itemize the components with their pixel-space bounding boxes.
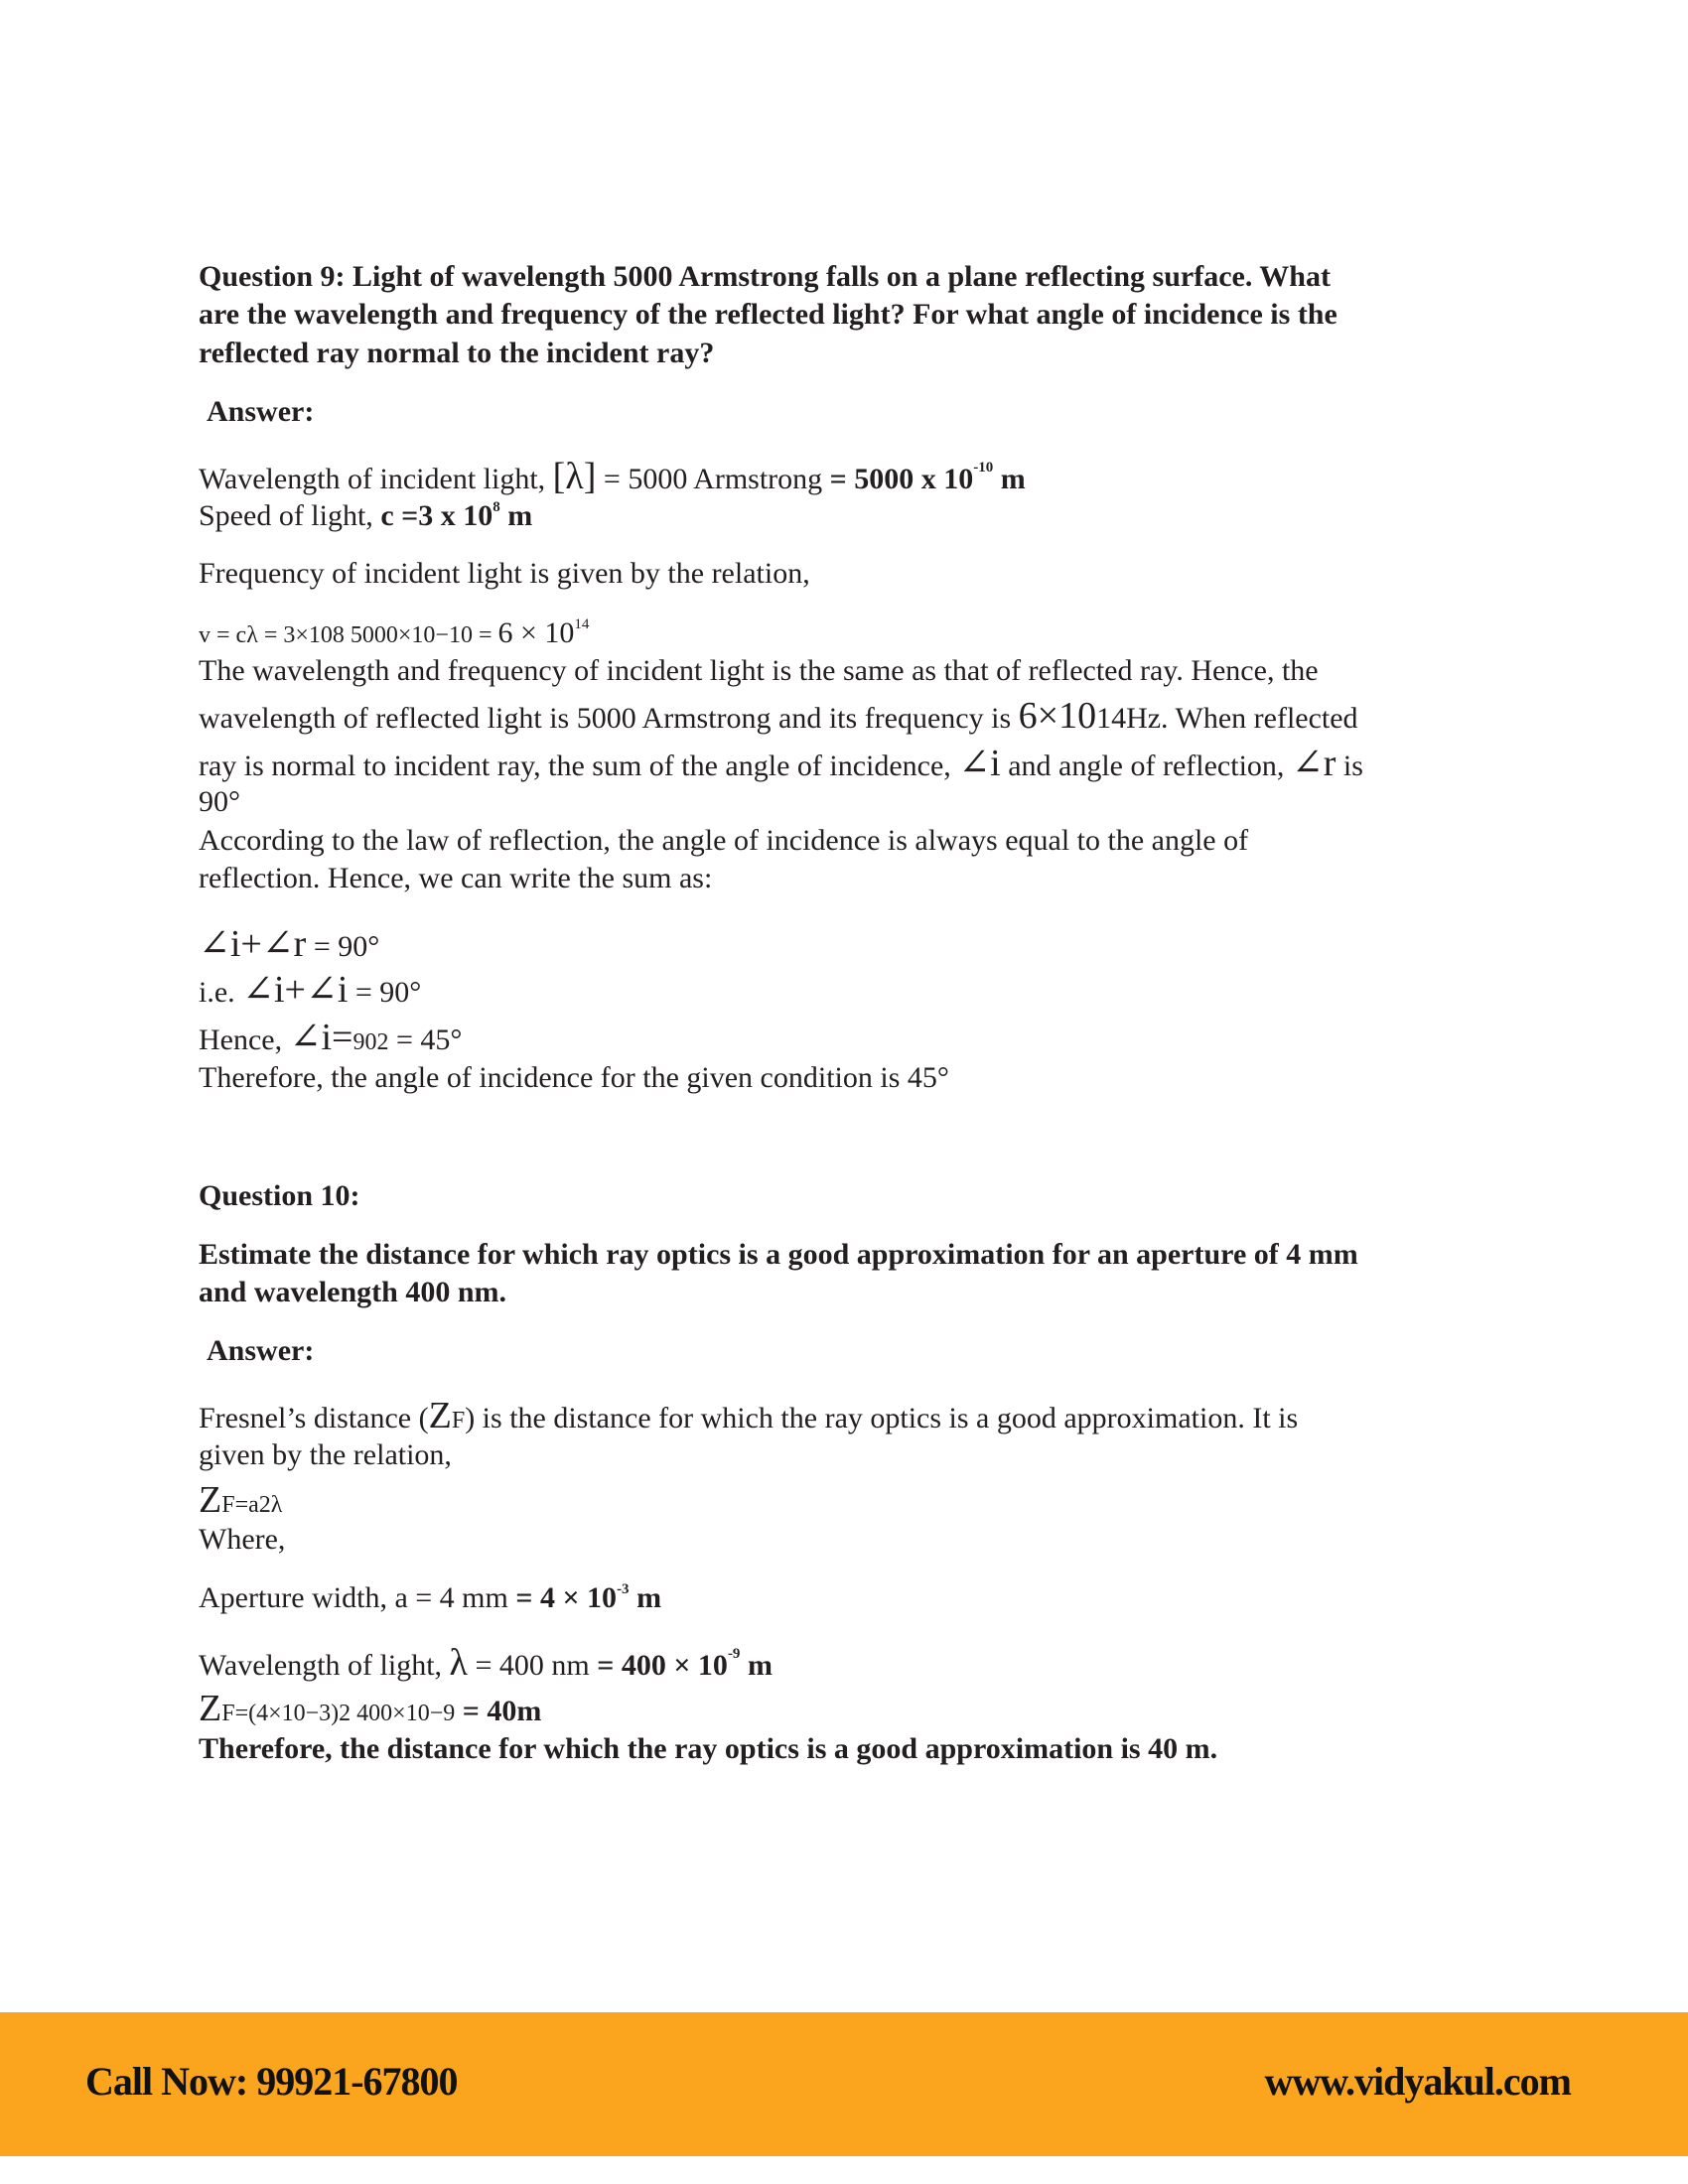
text: i.e. — [199, 976, 243, 1009]
q10-calculation — [199, 1690, 541, 1732]
exponent: -3 — [617, 1581, 630, 1597]
q10-conclusion: Therefore, the distance for which the ray optics is a good approximation is 40 m. — [199, 1732, 1218, 1765]
website-link[interactable]: www.vidyakul.com — [1264, 2059, 1571, 2104]
text: Aperture width, a = 4 mm — [199, 1581, 516, 1614]
q9-wavelength-line — [199, 458, 1026, 498]
q9-eq3 — [199, 1019, 462, 1061]
text: = 400 nm — [467, 1649, 598, 1682]
text: m — [499, 499, 533, 532]
text: = 40m — [455, 1695, 542, 1727]
text: Z — [199, 1688, 222, 1729]
q9-frequency-intro: Frequency of incident light is given by the relation, — [199, 557, 810, 590]
q9-para1-line: 90° — [199, 785, 240, 818]
text: = 45° — [388, 1024, 463, 1056]
text: Z — [199, 1479, 222, 1521]
text: m — [740, 1649, 773, 1682]
q9-answer-label: Answer: — [207, 395, 315, 428]
text: = 90° — [348, 976, 422, 1009]
q9-para2-line: According to the law of reflection, the angle of incidence is always equal to the angle of — [199, 824, 1249, 857]
angle-symbol: ∠i — [958, 743, 1001, 784]
text: = 5000 Armstrong — [596, 463, 830, 495]
text: Fresnel’s distance ( — [199, 1402, 429, 1434]
text: c =3 x 10 — [380, 499, 493, 532]
text: = 90° — [306, 930, 380, 963]
text: wavelength of reflected light is 5000 Armstrong and its frequency is — [199, 702, 1019, 735]
q10-fresnel-line — [199, 1397, 1298, 1439]
q9-para1-line — [199, 745, 1363, 785]
q9-title-line: are the wavelength and frequency of the reflected light? For what angle of incidence is the — [199, 298, 1337, 331]
text: ∠i= — [289, 1017, 353, 1058]
q10-where: Where, — [199, 1523, 286, 1556]
q9-frequency-equation — [199, 614, 589, 654]
angle-symbol: ∠r — [1291, 743, 1336, 784]
text: a2λ — [248, 1492, 283, 1518]
exponent: -10 — [973, 460, 994, 476]
text: ray is normal to incident ray, the sum of the angle of incidence, — [199, 750, 959, 782]
q10-question-line: and wavelength 400 nm. — [199, 1276, 507, 1308]
q10-title: Question 10: — [199, 1179, 360, 1212]
q10-question-line: Estimate the distance for which ray optics is a good approximation for an aperture of 4 mm — [199, 1238, 1358, 1271]
lambda-symbol: λ — [449, 1642, 468, 1684]
text: (4×10−3)2 400×10−9 — [248, 1701, 456, 1726]
exponent: 8 — [492, 499, 500, 515]
q9-title-line: Question 9: Light of wavelength 5000 Armstrong falls on a plane reflecting surface. What — [199, 260, 1331, 293]
text: is — [1336, 750, 1363, 782]
footer-banner — [0, 2012, 1688, 2156]
text: = 400 × 10 — [597, 1649, 728, 1682]
text: F= — [221, 1492, 249, 1518]
q9-eq1 — [199, 925, 379, 966]
q10-answer-label: Answer: — [207, 1334, 315, 1367]
exponent: -9 — [727, 1646, 741, 1662]
q9-conclusion: Therefore, the angle of incidence for the given condition is 45° — [199, 1061, 949, 1094]
call-now-text: Call Now: 99921-67800 — [85, 2059, 458, 2104]
q10-wavelength-line — [199, 1644, 773, 1685]
text: Wavelength of incident light, — [199, 463, 553, 495]
text: m — [993, 463, 1026, 495]
q9-eq2 — [199, 971, 421, 1012]
text: ∠i+∠r — [199, 923, 307, 965]
text: = 4 × 10 — [515, 1581, 618, 1614]
equation: v = cλ = 3×108 5000×10−10 = — [199, 622, 498, 648]
text: ∠i+∠i — [242, 969, 349, 1011]
text: and angle of reflection, — [1000, 750, 1292, 782]
text: ) is the distance for which the ray optics is a good approximation. It is — [465, 1402, 1299, 1434]
q9-para2-line: reflection. Hence, we can write the sum as: — [199, 862, 713, 894]
exponent: 14 — [574, 616, 590, 632]
q10-aperture-line — [199, 1579, 661, 1617]
q10-fresnel-line: given by the relation, — [199, 1438, 452, 1471]
text: F — [451, 1408, 466, 1433]
q9-para1-line: The wavelength and frequency of incident light is the same as that of reflected ray. Hence, the — [199, 654, 1319, 687]
q10-formula — [199, 1481, 282, 1524]
text: Speed of light, — [199, 499, 381, 532]
text: Wavelength of light, — [199, 1649, 450, 1682]
text: 14Hz. When reflected — [1096, 702, 1358, 735]
text: = 5000 x 10 — [829, 463, 974, 495]
text: 902 — [352, 1029, 389, 1055]
lambda-symbol: [λ] — [552, 456, 597, 497]
text: Z — [428, 1395, 452, 1436]
text: 6×10 — [1018, 695, 1097, 737]
q9-speed-line — [199, 497, 532, 535]
q9-title-line: reflected ray normal to the incident ray? — [199, 337, 715, 369]
text: F= — [221, 1701, 249, 1726]
q9-para1-line — [199, 697, 1358, 738]
text: Hence, — [199, 1024, 290, 1056]
text: 6 × 10 — [497, 616, 575, 649]
text: m — [629, 1581, 662, 1614]
